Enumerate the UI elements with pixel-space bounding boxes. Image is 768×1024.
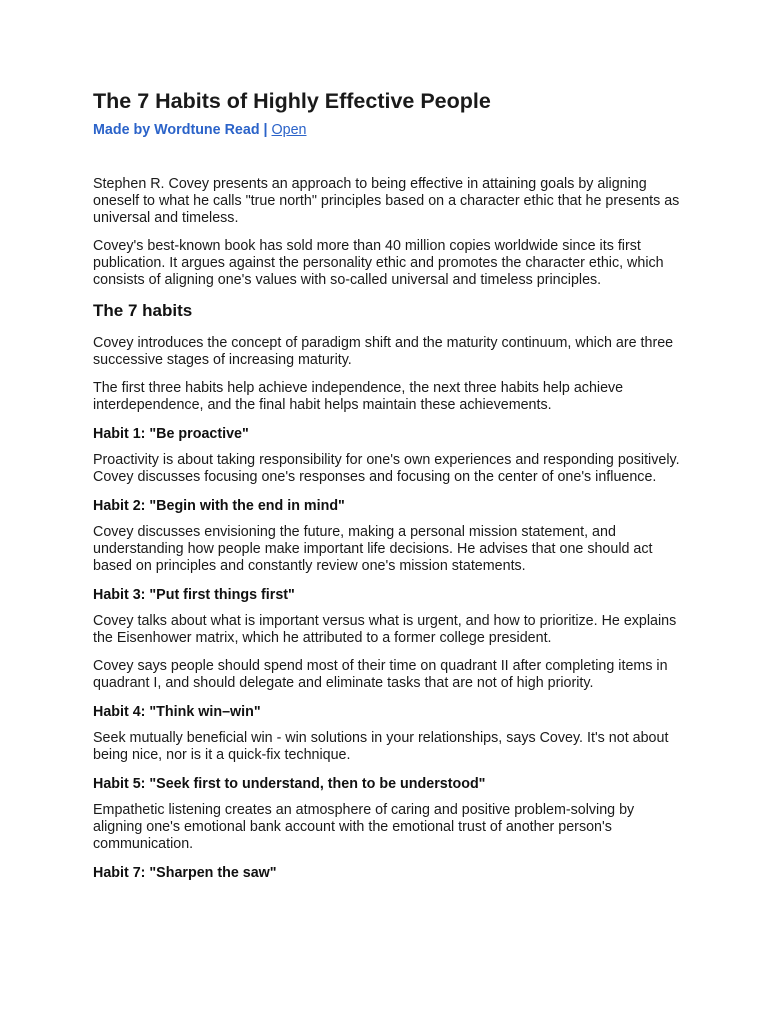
intro-paragraph: Covey's best-known book has sold more than 40 million copies worldwide since its first publication. It argues against the personality ethic and promotes the character ethic, which consists of aligning one's values with so-called universal and timeless principles.: [93, 238, 664, 288]
document-body: [93, 176, 683, 882]
habit-paragraph: Seek mutually beneficial win - win solutions in your relationships, says Covey. It's not about being nice, nor is it a quick-fix technique.: [93, 730, 669, 763]
habit-heading: Habit 5: "Seek first to understand, then to be understood": [93, 776, 486, 792]
habit-heading: Habit 4: "Think win–win": [93, 704, 261, 720]
byline-separator: |: [259, 122, 272, 138]
habit-heading: Habit 3: "Put first things first": [93, 587, 295, 603]
habit-heading: Habit 1: "Be proactive": [93, 426, 249, 442]
habit-heading: Habit 2: "Begin with the end in mind": [93, 498, 345, 514]
habit-paragraph: Proactivity is about taking responsibility for one's own experiences and responding positively. Covey discusses focusing one's responses and focusing on the center of one's influence.: [93, 452, 680, 485]
habit-paragraph: Covey discusses envisioning the future, making a personal mission statement, and understanding how people make important life decisions. He advises that one should act based on principles and constantly review one's mission statements.: [93, 524, 653, 574]
section-paragraph: The first three habits help achieve independence, the next three habits help achieve interdependence, and the final habit helps maintain these achievements.: [93, 380, 624, 413]
document-title: The 7 Habits of Highly Effective People: [93, 89, 491, 113]
habit-paragraph: Covey says people should spend most of their time on quadrant II after completing items in quadrant I, and should delegate and eliminate tasks that are not of high priority.: [93, 658, 668, 691]
habit-paragraph: Empathetic listening creates an atmosphere of caring and positive problem-solving by aligning one's emotional bank account with the emotional trust of another person's communication.: [93, 802, 635, 852]
habit-paragraph: Covey talks about what is important versus what is urgent, and how to prioritize. He explains the Eisenhower matrix, which he attributed to a former college president.: [93, 613, 677, 646]
habit-heading: Habit 7: "Sharpen the saw": [93, 865, 277, 881]
open-link[interactable]: Open: [271, 122, 307, 138]
intro-paragraph: Stephen R. Covey presents an approach to being effective in attaining goals by aligning oneself to what he calls "true north" principles based on a character ethic that he presents as universal and timeless.: [93, 176, 680, 226]
section-paragraph: Covey introduces the concept of paradigm shift and the maturity continuum, which are three successive stages of increasing maturity.: [93, 335, 674, 368]
section-heading: The 7 habits: [93, 301, 193, 320]
made-by-label: Made by Wordtune Read: [93, 122, 260, 138]
byline: [93, 120, 768, 140]
